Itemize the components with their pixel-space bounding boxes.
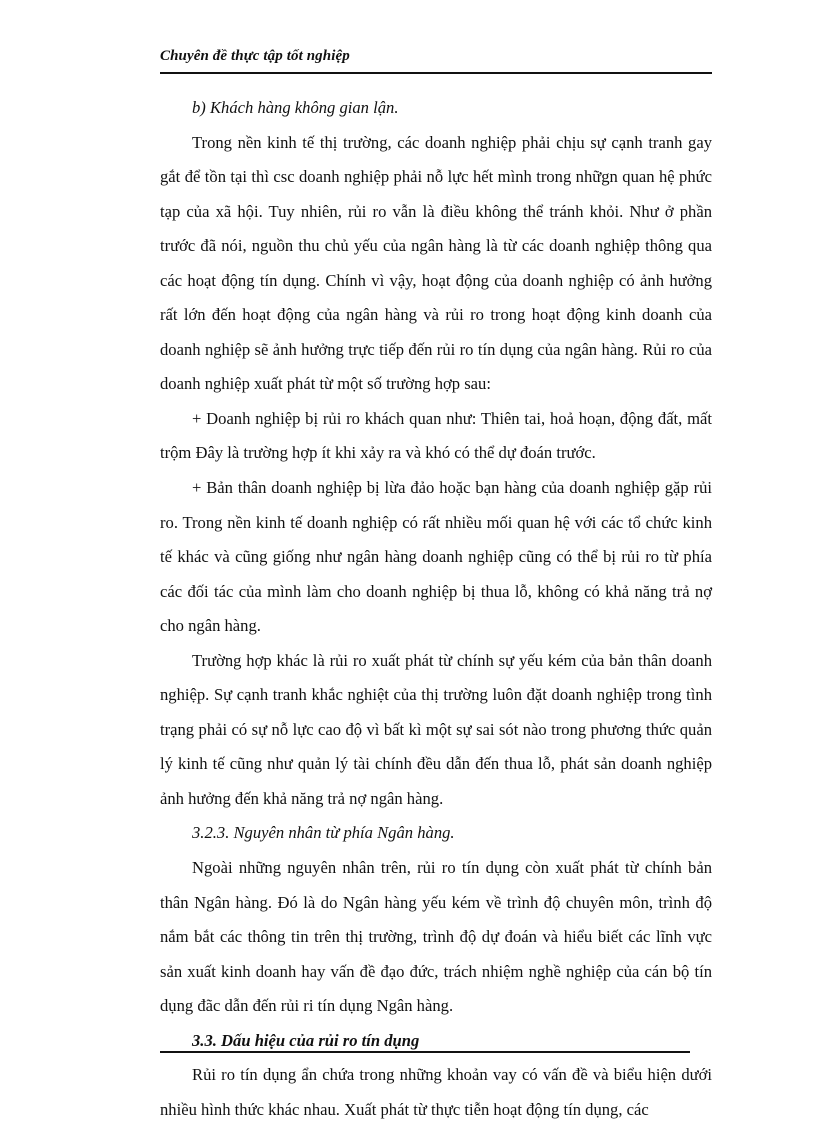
paragraph: + Bản thân doanh nghiệp bị lừa đảo hoặc bạn hàng của doanh nghiệp gặp rủi ro. Trong nền kinh tế doanh nghiệp có rất nhiều mối quan hệ với các tổ chức kinh tế khác và cũng giống như ngân hàng doanh nghiệp cũng có thể bị rủi ro từ phía các đối tác của mình làm cho doanh nghiệp bị thua lỗ, không có khả năng trả nợ cho ngân hàng. bbox=[160, 478, 712, 636]
paragraph: Rủi ro tín dụng ẩn chứa trong những khoản vay có vấn đề và biểu hiện dưới nhiều hình thức khác nhau. Xuất phát từ thực tiễn hoạt động tín dụng, các bbox=[160, 1065, 712, 1119]
paragraph: Trường hợp khác là rủi ro xuất phát từ chính sự yếu kém của bản thân doanh nghiệp. Sự cạnh tranh khắc nghiệt của thị trường luôn đặt doanh nghiệp trong tình trạng phải có sự nỗ lực cao độ vì bất kì một sự sai sót nào trong phương thức quản lý kinh tế cũng như quản lý tài chính đều dẫn đến thua lỗ, phát sản doanh nghiệp ảnh hưởng đến khả năng trả nợ ngân hàng. bbox=[160, 650, 712, 808]
footer-rule bbox=[160, 1051, 690, 1053]
document-body bbox=[160, 91, 712, 1127]
paragraph: Ngoài những nguyên nhân trên, rủi ro tín dụng còn xuất phát từ chính bản thân Ngân hàng. Đó là do Ngân hàng yếu kém về trình độ chuyên môn, trình độ nắm bắt các thông tin trên thị trường, trình độ dự đoán và hiểu biết các lĩnh vực sản xuất kinh doanh hay vấn đề đạo đức, trách nhiệm nghề nghiệp của cán bộ tín dụng đãc dẫn đến rủi ri tín dụng Ngân hàng. bbox=[160, 858, 712, 1016]
paragraph: Trong nền kinh tế thị trường, các doanh nghiệp phải chịu sự cạnh tranh gay gắt để tồn tại thì csc doanh nghiệp phải nỗ lực hết mình trong nhữgn quan hệ phức tạp của xã hội. Tuy nhiên, rủi ro vẫn là điều không thể tránh khỏi. Như ở phần trước đã nói, nguồn thu chủ yếu của ngân hàng là từ các doanh nghiệp thông qua các hoạt động tín dụng. Chính vì vậy, hoạt động của doanh nghiệp có ảnh hưởng rất lớn đến hoạt động của ngân hàng và rủi ro trong hoạt động kinh doanh của doanh nghiệp sẽ ảnh hưởng trực tiếp đến rủi ro tín dụng của ngân hàng. Rủi ro của doanh nghiệp xuất phát từ một số trường hợp sau: bbox=[160, 132, 712, 394]
paragraph: + Doanh nghiệp bị rủi ro khách quan như: Thiên tai, hoả hoạn, động đất, mất trộm Đây là trường hợp ít khi xảy ra và khó có thể dự đoán trước. bbox=[160, 408, 712, 463]
subheading-khach-hang: b) Khách hàng không gian lận. bbox=[192, 98, 399, 117]
subheading-nguyen-nhan-ngan-hang: 3.2.3. Nguyên nhân từ phía Ngân hàng. bbox=[192, 823, 455, 843]
page-header bbox=[160, 44, 712, 74]
header-title: Chuyên đề thực tập tốt nghiệp bbox=[160, 48, 350, 64]
section-heading-dau-hieu: 3.3. Dấu hiệu của rủi ro tín dụng bbox=[192, 1030, 420, 1050]
